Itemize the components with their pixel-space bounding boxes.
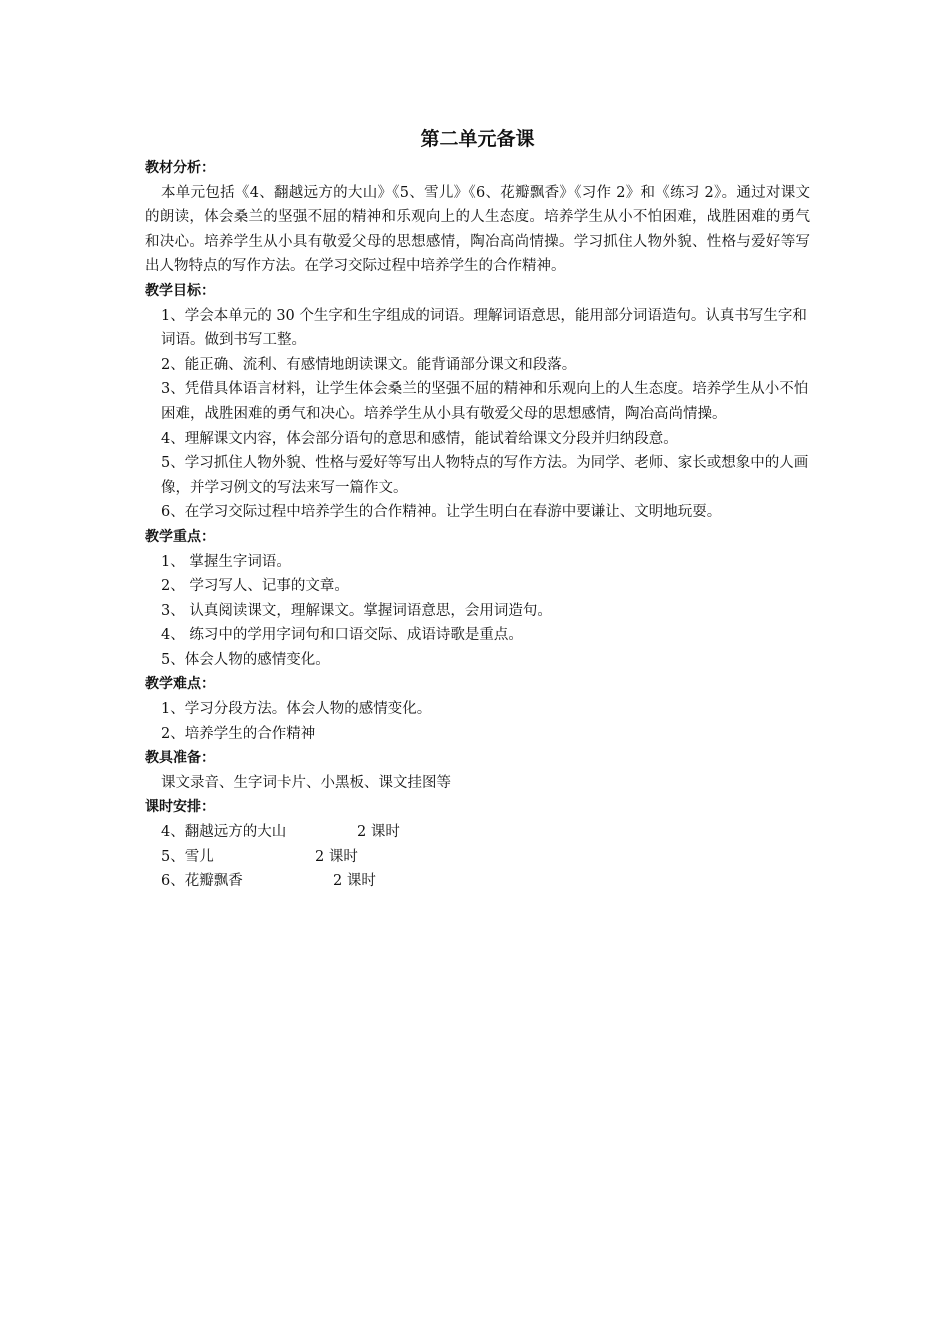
document-title: 第二单元备课: [420, 128, 535, 150]
goal-item: 2、能正确、流利、有感情地朗读课文。能背诵部分课文和段落。: [161, 356, 577, 373]
schedule-row: [145, 845, 810, 870]
schedule-lesson-name: 5、雪儿: [161, 848, 214, 865]
schedule-lesson-name: 6、花瓣飘香: [161, 873, 243, 890]
goals-list: [145, 304, 810, 525]
key-point-item: 1、 掌握生字词语。: [161, 553, 291, 570]
schedule-hours: 2 课时: [357, 824, 400, 841]
key-point-item: 4、 练习中的学用字词句和口语交际、成语诗歌是重点。: [161, 627, 523, 644]
materials-text: 课文录音、生字词卡片、小黑板、课文挂图等: [161, 774, 451, 791]
difficulties-list: [145, 697, 810, 746]
difficulties-heading: 教学难点：: [145, 676, 215, 693]
schedule-heading: 课时安排：: [145, 799, 215, 816]
schedule-lesson-name: 4、翻越远方的大山: [161, 824, 287, 841]
goal-item: 4、理解课文内容，体会部分语句的意思和感情，能试着给课文分段并归纳段意。: [161, 430, 678, 447]
schedule-hours: 2 课时: [333, 873, 376, 890]
schedule-list: [145, 820, 810, 894]
analysis-heading: 教材分析：: [145, 160, 215, 176]
schedule-row: [145, 869, 810, 894]
analysis-text: 本单元包括《4、翻越远方的大山》《5、雪儿》《6、花瓣飘香》《习作 2》和《练习 2》。通过对课文的朗读，体会桑兰的坚强不屈的精神和乐观向上的人生态度。培养学生从小不怕困难，战胜困难的勇气和决心。培养学生从小具有敬爱父母的思想感情，陶冶高尚情操。学习抓住人物外貌、性格与爱好等写出人物特点的写作方法。在学习交际过程中培养学生的合作精神。: [145, 184, 810, 275]
key-points-heading: 教学重点：: [145, 528, 215, 545]
key-points-list: [145, 550, 810, 673]
key-point-item: 5、体会人物的感情变化。: [161, 651, 330, 668]
materials-heading: 教具准备：: [145, 750, 215, 767]
schedule-hours: 2 课时: [315, 848, 358, 865]
schedule-row: [145, 820, 810, 845]
document-page: [145, 118, 810, 894]
goal-item: 1、学会本单元的 30 个生字和生字组成的词语。理解词语意思，能用部分词语造句。认真书写生字和词语。做到书写工整。: [161, 307, 807, 349]
goal-item: 3、凭借具体语言材料，让学生体会桑兰的坚强不屈的精神和乐观向上的人生态度。培养学生从小不怕困难，战胜困难的勇气和决心。培养学生从小具有敬爱父母的思想感情，陶冶高尚情操。: [161, 381, 809, 422]
key-point-item: 3、 认真阅读课文，理解课文。掌握词语意思，会用词造句。: [161, 602, 552, 619]
key-point-item: 2、 学习写人、记事的文章。: [161, 578, 349, 595]
goal-item: 6、在学习交际过程中培养学生的合作精神。让学生明白在春游中要谦让、文明地玩耍。: [161, 504, 722, 521]
goals-heading: 教学目标：: [145, 282, 215, 299]
goal-item: 5、学习抓住人物外貌、性格与爱好等写出人物特点的写作方法。为同学、老师、家长或想象中的人画像，并学习例文的写法来写一篇作文。: [161, 455, 809, 496]
difficulty-item: 2、培养学生的合作精神: [161, 725, 316, 742]
difficulty-item: 1、学习分段方法。体会人物的感情变化。: [161, 701, 432, 718]
